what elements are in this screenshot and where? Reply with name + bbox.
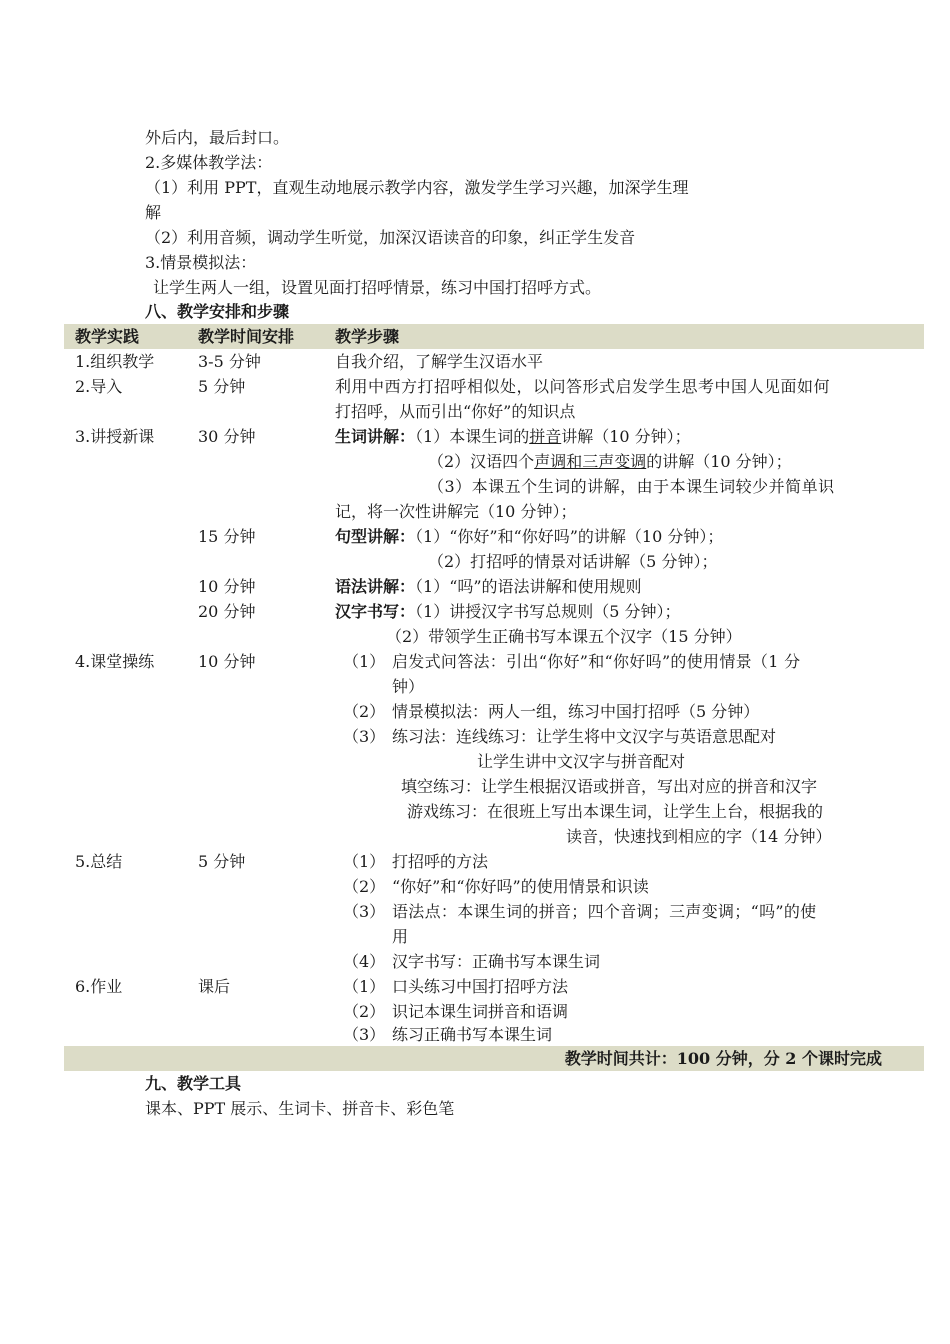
vocab-line-3-cont: 记，将一次性讲解完（10 分钟）； xyxy=(335,502,577,521)
table-header-steps: 教学步骤 xyxy=(335,327,400,346)
item-num: （2） xyxy=(343,877,386,896)
practice-sub: 填空练习：让学生根据汉语或拼音，写出对应的拼音和汉字 xyxy=(401,777,818,796)
sentence-line-2: （2）打招呼的情景对话讲解（5 分钟）； xyxy=(428,552,718,571)
item-num: （2） xyxy=(343,702,386,721)
practice-sub: 游戏练习：在很班上写出本课生词，让学生上台，根据我的 xyxy=(407,802,824,821)
table-header-phase: 教学实践 xyxy=(75,327,140,346)
sentence-line-1 xyxy=(335,524,723,549)
table-header-band xyxy=(64,324,924,349)
writing-text: （1）讲授汉字书写总规则（5 分钟）； xyxy=(415,602,681,621)
item-text: 识记本课生词拼音和语调 xyxy=(392,1002,569,1021)
practice-sub: 让学生讲中文汉字与拼音配对 xyxy=(477,752,686,771)
item-text: 启发式问答法：引出“你好”和“你好吗”的使用情景（1 分 xyxy=(392,652,801,671)
row-phase: 3.讲授新课 xyxy=(75,427,155,446)
row-step: 打招呼，从而引出“你好”的知识点 xyxy=(335,402,576,421)
row-time: 10 分钟 xyxy=(198,652,256,671)
row-time: 3-5 分钟 xyxy=(198,352,261,371)
vocab-text: 的讲解（10 分钟）； xyxy=(646,452,792,471)
writing-line-1 xyxy=(335,599,680,624)
section-title: 八、教学安排和步骤 xyxy=(145,302,290,321)
grammar-line xyxy=(335,574,642,599)
vocab-underlined: 拼音 xyxy=(529,427,562,446)
vocab-text: （1）本课生词的 xyxy=(415,427,530,446)
method-title: 3.情景模拟法： xyxy=(145,253,257,272)
row-phase: 6.作业 xyxy=(75,977,123,996)
item-text: 打招呼的方法 xyxy=(392,852,489,871)
sentence-text: （1）“你好”和“你好吗”的讲解（10 分钟）； xyxy=(415,527,724,546)
vocab-underlined: 声调和三声变调 xyxy=(534,452,647,471)
vocab-line-2 xyxy=(428,449,792,474)
table-total: 教学时间共计：100 分钟，分 2 个课时完成 xyxy=(564,1049,882,1068)
item-text: 汉字书写：正确书写本课生词 xyxy=(392,952,601,971)
item-text: 练习法：连线练习：让学生将中文汉字与英语意思配对 xyxy=(392,727,777,746)
item-text: 练习正确书写本课生词 xyxy=(392,1025,553,1044)
method-item: （2）利用音频，调动学生听觉，加深汉语读音的印象，纠正学生发音 xyxy=(145,228,636,247)
row-time: 10 分钟 xyxy=(198,577,256,596)
item-text: 口头练习中国打招呼方法 xyxy=(392,977,569,996)
item-text: 语法点：本课生词的拼音；四个音调；三声变调；“吗”的使 xyxy=(392,902,817,921)
grammar-text: （1）“吗”的语法讲解和使用规则 xyxy=(415,577,642,596)
vocab-line-1 xyxy=(335,424,691,449)
method-item: （1）利用 PPT，直观生动地展示教学内容，激发学生学习兴趣，加深学生理 xyxy=(145,178,689,197)
item-text: “你好”和“你好吗”的使用情景和识读 xyxy=(392,877,649,896)
practice-sub-cont: 读音，快速找到相应的字（14 分钟） xyxy=(566,827,832,846)
row-phase: 5.总结 xyxy=(75,852,123,871)
intro-line: 外后内，最后封口。 xyxy=(145,128,290,147)
writing-line-2: （2）带领学生正确书写本课五个汉字（15 分钟） xyxy=(386,627,742,646)
row-phase: 4.课堂操练 xyxy=(75,652,155,671)
item-text: 情景模拟法：两人一组，练习中国打招呼（5 分钟） xyxy=(392,702,760,721)
writing-label: 汉字书写： xyxy=(335,602,416,621)
item-num: （3） xyxy=(343,1025,386,1044)
item-num: （1） xyxy=(343,852,386,871)
item-num: （1） xyxy=(343,977,386,996)
vocab-line-3: （3）本课五个生词的讲解，由于本课生词较少并简单识 xyxy=(428,477,835,496)
table-header-time: 教学时间安排 xyxy=(198,327,295,346)
row-time: 课后 xyxy=(198,977,231,996)
item-num: （2） xyxy=(343,1002,386,1021)
method-title: 2.多媒体教学法： xyxy=(145,153,273,172)
row-time: 15 分钟 xyxy=(198,527,256,546)
method-item-cont: 解 xyxy=(145,203,162,222)
row-time: 20 分钟 xyxy=(198,602,256,621)
row-time: 5 分钟 xyxy=(198,377,246,396)
item-num: （4） xyxy=(343,952,386,971)
item-text-cont: 钟） xyxy=(392,677,425,696)
item-num: （1） xyxy=(343,652,386,671)
row-phase: 2.导入 xyxy=(75,377,123,396)
row-step: 自我介绍，了解学生汉语水平 xyxy=(335,352,544,371)
row-phase: 1.组织教学 xyxy=(75,352,155,371)
section-title: 九、教学工具 xyxy=(145,1074,242,1093)
item-num: （3） xyxy=(343,902,386,921)
item-text-cont: 用 xyxy=(392,927,409,946)
vocab-text: （2）汉语四个 xyxy=(428,452,535,471)
section-body: 课本、PPT 展示、生词卡、拼音卡、彩色笔 xyxy=(145,1099,455,1118)
row-time: 30 分钟 xyxy=(198,427,256,446)
row-step: 利用中西方打招呼相似处，以问答形式启发学生思考中国人见面如何 xyxy=(335,377,831,396)
sentence-label: 句型讲解： xyxy=(335,527,416,546)
row-time: 5 分钟 xyxy=(198,852,246,871)
vocab-label: 生词讲解： xyxy=(335,427,416,446)
vocab-text: 讲解（10 分钟）； xyxy=(561,427,691,446)
grammar-label: 语法讲解： xyxy=(335,577,416,596)
method-body: 让学生两人一组，设置见面打招呼情景，练习中国打招呼方式。 xyxy=(153,278,602,297)
item-num: （3） xyxy=(343,727,386,746)
